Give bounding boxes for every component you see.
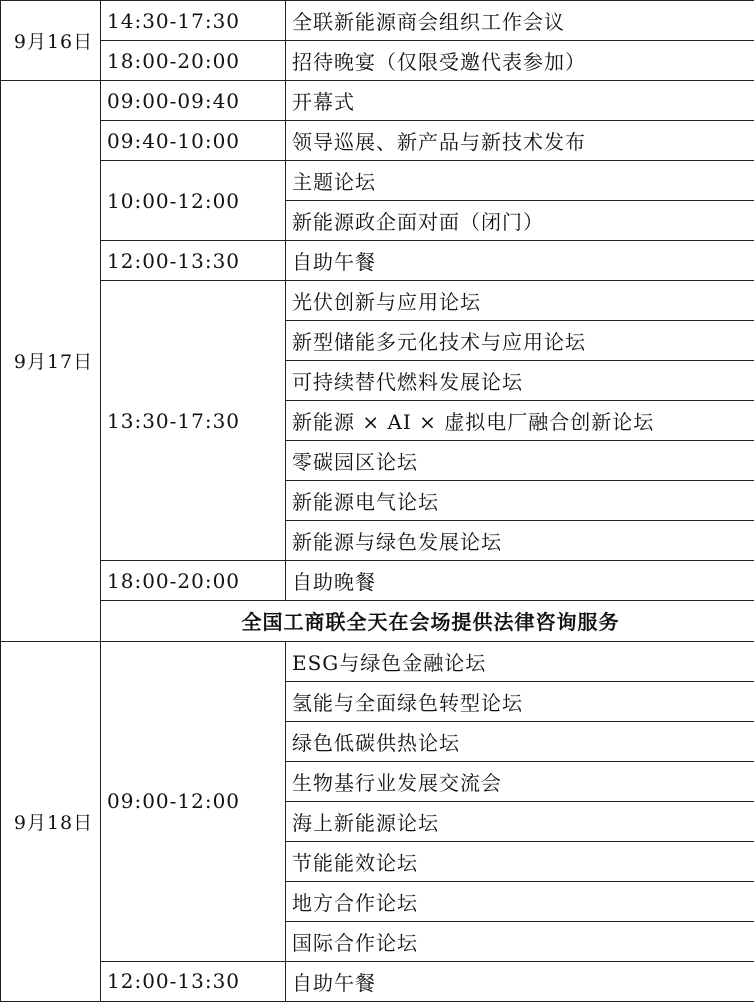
event-name: 自助午餐: [286, 241, 754, 281]
schedule-body: [1, 1, 754, 1002]
event-name: ESG与绿色金融论坛: [286, 641, 754, 681]
time-slot: 13:30-17:30: [101, 281, 286, 561]
schedule-row: [1, 1, 754, 41]
schedule-row: [1, 641, 754, 681]
event-name: 零碳园区论坛: [286, 441, 754, 481]
event-name: 主题论坛: [286, 161, 754, 201]
time-slot: 09:00-12:00: [101, 641, 286, 961]
time-slot: 12:00-13:30: [101, 241, 286, 281]
time-slot: 09:00-09:40: [101, 81, 286, 121]
event-name: 绿色低碳供热论坛: [286, 721, 754, 761]
event-name: 节能能效论坛: [286, 841, 754, 881]
time-slot: 12:00-13:30: [101, 961, 286, 1001]
event-name: 新能源与绿色发展论坛: [286, 521, 754, 561]
schedule-row: [1, 81, 754, 121]
schedule-row: [1, 41, 754, 81]
schedule-row: [1, 281, 754, 321]
legal-consulting-notice: 全国工商联全天在会场提供法律咨询服务: [101, 601, 754, 641]
event-name: 氢能与全面绿色转型论坛: [286, 681, 754, 721]
time-slot: 14:30-17:30: [101, 1, 286, 41]
schedule-row: [1, 121, 754, 161]
event-name: 开幕式: [286, 81, 754, 121]
notice-row: [1, 601, 754, 641]
event-name: 领导巡展、新产品与新技术发布: [286, 121, 754, 161]
event-name: 生物基行业发展交流会: [286, 761, 754, 801]
schedule-row: [1, 161, 754, 201]
day-date: 9月18日: [1, 641, 101, 1001]
event-name: 自助午餐: [286, 961, 754, 1001]
time-slot: 10:00-12:00: [101, 161, 286, 241]
time-slot: 18:00-20:00: [101, 41, 286, 81]
schedule-row: [1, 241, 754, 281]
event-name: 新能源 × AI × 虚拟电厂融合创新论坛: [286, 401, 754, 441]
event-name: 新能源电气论坛: [286, 481, 754, 521]
event-name: 光伏创新与应用论坛: [286, 281, 754, 321]
event-name: 新能源政企面对面（闭门）: [286, 201, 754, 241]
event-name: 国际合作论坛: [286, 921, 754, 961]
time-slot: 18:00-20:00: [101, 561, 286, 601]
event-name: 全联新能源商会组织工作会议: [286, 1, 754, 41]
event-name: 地方合作论坛: [286, 881, 754, 921]
event-name: 可持续替代燃料发展论坛: [286, 361, 754, 401]
day-date: 9月17日: [1, 81, 101, 641]
event-name: 新型储能多元化技术与应用论坛: [286, 321, 754, 361]
schedule-row: [1, 961, 754, 1001]
day-date: 9月16日: [1, 1, 101, 81]
event-name: 海上新能源论坛: [286, 801, 754, 841]
event-name: 招待晚宴（仅限受邀代表参加）: [286, 41, 754, 81]
event-name: 自助晚餐: [286, 561, 754, 601]
time-slot: 09:40-10:00: [101, 121, 286, 161]
schedule-row: [1, 561, 754, 601]
